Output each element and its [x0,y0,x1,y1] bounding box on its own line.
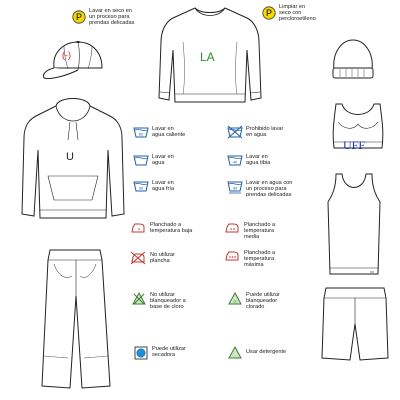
dry-clean-p-icon [72,10,86,24]
dryer-ok-text: Puede utilizar secadora [152,346,186,359]
dry-clean-delicate-text: Lavar en seco en un proceso para prendas delicadas [89,8,135,27]
use-detergent-text: Usar detergente [246,349,287,355]
no-wash-icon [228,126,242,138]
iron-icon [224,250,240,262]
wash-basin-icon [134,154,148,166]
cap-label: (-) [62,50,71,60]
no-iron-icon [130,252,146,264]
wash-water-text: Lavar en agua [152,154,174,167]
iron-med-text: Planchado a temperatura media [244,222,276,241]
iron-low-text: Planchado a temperatura baja [150,222,193,235]
svg-text:P: P [265,8,273,18]
pants-illustration [30,246,120,396]
beanie-illustration [328,38,378,83]
wash-cold-text: Lavar en agua fría [152,180,175,193]
wash-hot-text: Lavar en agua caliente [152,126,186,139]
wash-temp-badge: 40 [232,159,238,165]
no-wash-text: Prohibido lavar en agua [246,126,284,139]
iron-icon [130,222,146,234]
wash-temp-badge: 30 [138,185,144,191]
svg-text:cl: cl [233,298,237,304]
shorts-illustration [320,284,390,364]
wash-basin-icon [228,180,242,194]
wash-basin-icon [134,126,148,138]
chlorine-ok-text: Puede utilizar blanqueador clorado [246,292,280,311]
dryer-icon [134,346,148,360]
cap-illustration [40,38,110,83]
wash-temp-badge: 60 [138,131,144,137]
wash-temp-badge: 30 [232,185,238,191]
bra-top-label: UFF [343,138,366,152]
wash-delicate-text: Lavar en agua con un proceso para prendas delicadas [246,180,293,199]
hoodie-label: U [66,151,74,163]
iron-max-text: Planchado a temperatura máxima [244,250,276,269]
wash-basin-icon [228,154,242,166]
svg-text:P: P [75,12,83,22]
no-bleach-text: No utilizar blanqueador a base de cloro [150,292,186,311]
detergent-icon [228,346,242,359]
sweatshirt-label: LA [200,50,215,64]
no-iron-text: No utilizar plancha [150,252,175,265]
tank-top-illustration [322,170,386,280]
wash-basin-icon [134,180,148,192]
no-bleach-icon [132,292,146,305]
wash-warm-text: Lavar en agua tibia [246,154,271,167]
bleach-icon [228,292,242,305]
iron-icon [224,222,240,234]
dry-clean-perc-text: Limpiar en seco con percloroetileno [279,4,316,23]
